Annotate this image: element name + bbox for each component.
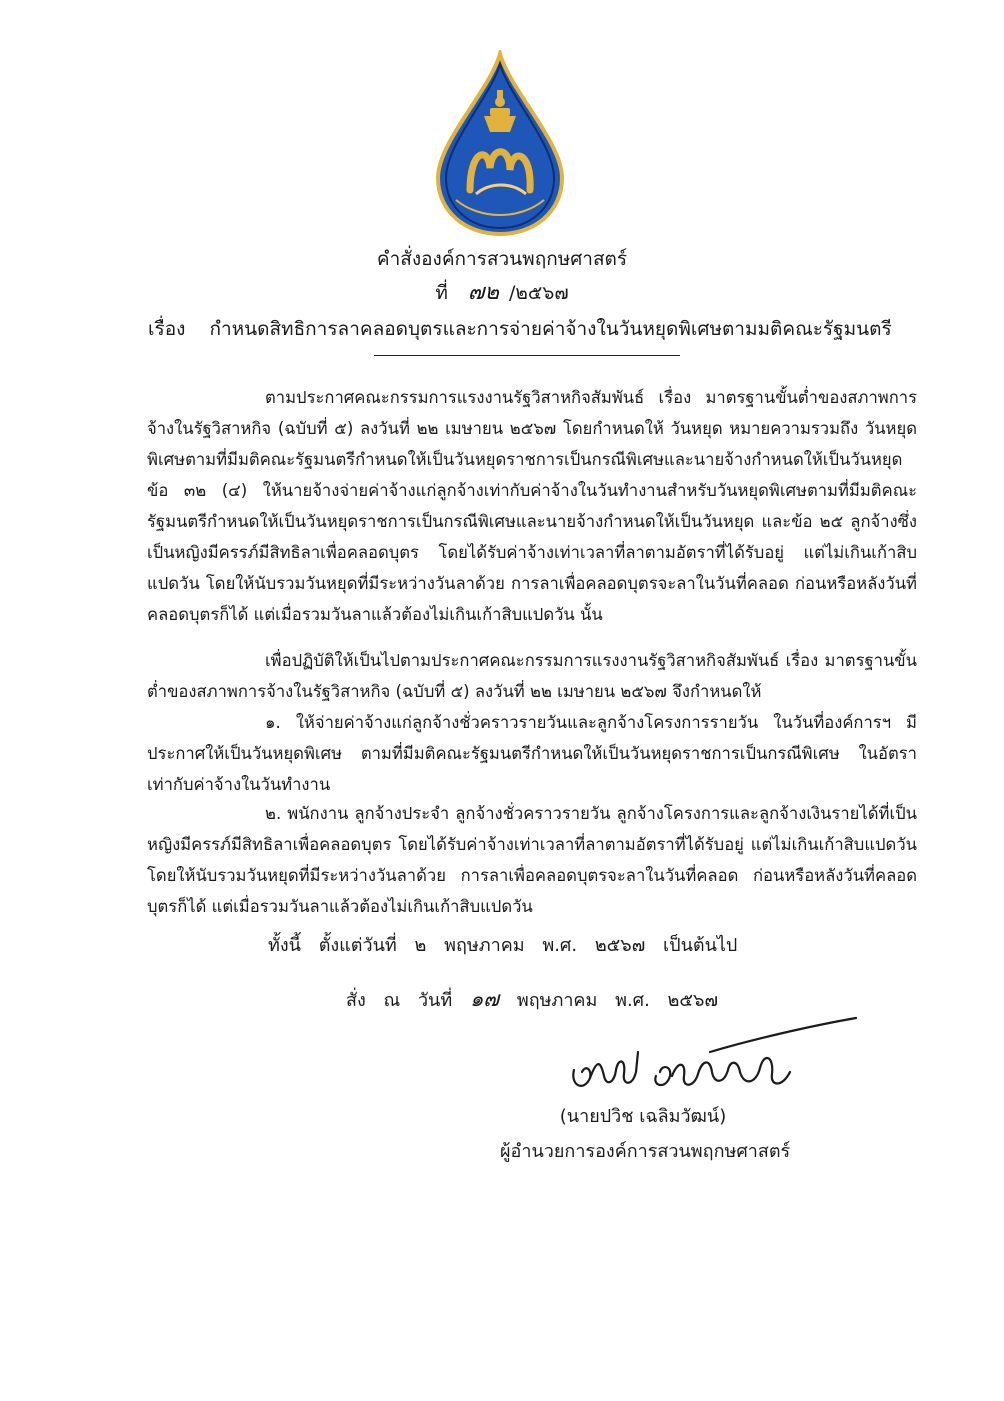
divider [374, 355, 680, 356]
effective-date-line [268, 930, 749, 959]
order-item-2: ๒. พนักงาน ลูกจ้างประจำ ลูกจ้างชั่วคราวรายวัน ลูกจ้างโครงการและลูกจ้างเงินรายได้ที่เป็นหญิงมีครรภ์มีสิทธิลาเพื่อคลอดบุตร โดยได้รับค่าจ้างเท่าเวลาที่ลาตามอัตราที่ได้รับอยู่ แต่ไม่เกินเก้าสิบแปดวัน โดยให้นับรวมวันหยุดที่มีระหว่างวันลาด้วย การลาเพื่อคลอดบุตรจะลาในวันที่คลอด ก่อนหรือหลังวันที่คลอดบุตรก็ได้ แต่เมื่อรวมวันลาแล้วต้องไม่เกินเก้าสิบแปดวัน [147, 804, 917, 916]
signed-at: ณ [383, 990, 401, 1011]
subject-text: กำหนดสิทธิการลาคลอดบุตรและการจ่ายค่าจ้างในวันหยุดพิเศษตามมติคณะรัฐมนตรี [209, 318, 892, 340]
signed-month: พฤษภาคม [516, 990, 598, 1011]
subject-label: เรื่อง [148, 318, 186, 340]
signed-day: ๑๗ [469, 987, 500, 1011]
subject-line [148, 314, 892, 344]
order-item-1: ๑. ให้จ่ายค่าจ้างแก่ลูกจ้างชั่วคราวรายวันและลูกจ้างโครงการรายวัน ในวันที่องค์การฯ มีประกาศให้เป็นวันหยุดพิเศษ ตามที่มีมติคณะรัฐมนตรีกำหนดให้เป็นวันหยุดราชการเป็นกรณีพิเศษ ในอัตราเท่ากับค่าจ้างในวันทำงาน [147, 713, 917, 794]
signed-prefix: สั่ง [346, 990, 366, 1011]
body-paragraph-1: ตามประกาศคณะกรรมการแรงงานรัฐวิสาหกิจสัมพันธ์ เรื่อง มาตรฐานขั้นต่ำของสภาพการจ้างในรัฐวิสาหกิจ (ฉบับที่ ๕) ลงวันที่ ๒๒ เมษายน ๒๕๖๗ โดยกำหนดให้ วันหยุด หมายความรวมถึง วันหยุดพิเศษตามที่มีมติคณะรัฐมนตรีกำหนดให้เป็นวันหยุดราชการเป็นกรณีพิเศษและนายจ้างกำหนดให้เป็นวันหยุด ข้อ ๓๒ (๔) ให้นายจ้างจ่ายค่าจ้างแก่ลูกจ้างเท่ากับค่าจ้างในวันทำงานสำหรับวันหยุดพิเศษตามที่มีมติคณะรัฐมนตรีกำหนดให้เป็นวันหยุดราชการเป็นกรณีพิเศษและนายจ้างกำหนดให้เป็นวันหยุด และข้อ ๒๕ ลูกจ้างซึ่งเป็นหญิงมีครรภ์มีสิทธิลาเพื่อคลอดบุตร โดยได้รับค่าจ้างเท่าเวลาที่ลาตามอัตราที่ได้รับอยู่ แต่ไม่เกินเก้าสิบแปดวัน โดยให้นับรวมวันหยุดที่มีระหว่างวันลาด้วย การลาเพื่อคลอดบุตรจะลาในวันที่คลอด ก่อนหรือหลังวันที่คลอดบุตรก็ได้ แต่เมื่อรวมวันลาแล้วต้องไม่เกินเก้าสิบแปดวัน นั้น [147, 388, 917, 624]
order-number [0, 281, 1004, 305]
order-number-value: ๗๒ [467, 280, 499, 305]
signed-year: ๒๕๖๗ [667, 990, 718, 1011]
effective-suffix: เป็นต้นไป [663, 935, 738, 956]
handwritten-signature [560, 1012, 860, 1102]
signed-era: พ.ศ. [615, 990, 650, 1011]
effective-era: พ.ศ. [542, 935, 578, 956]
signer-name: (นายปวิช เฉลิมวัฒน์) [559, 1106, 727, 1127]
order-number-year: /๒๕๖๗ [509, 282, 569, 304]
effective-prefix: ทั้งนี้ [268, 935, 301, 956]
effective-day: ๒ [414, 935, 427, 956]
signer-position: ผู้อำนวยการองค์การสวนพฤกษศาสตร์ [500, 1141, 791, 1162]
body-paragraph-2: เพื่อปฏิบัติให้เป็นไปตามประกาศคณะกรรมการแรงงานรัฐวิสาหกิจสัมพันธ์ เรื่อง มาตรฐานขั้นต่ำของสภาพการจ้างในรัฐวิสาหกิจ (ฉบับที่ ๕) ลงวันที่ ๒๒ เมษายน ๒๕๖๗ จึงกำหนดให้ [147, 651, 917, 701]
organization-logo [430, 50, 570, 238]
signed-day-label: วันที่ [417, 990, 453, 1011]
effective-from-label: ตั้งแต่วันที่ [318, 935, 397, 956]
order-title: คำสั่งองค์การสวนพฤกษศาสตร์ [376, 248, 628, 270]
effective-month: พฤษภาคม [444, 935, 525, 956]
effective-year: ๒๕๖๗ [594, 935, 646, 956]
order-number-label: ที่ [435, 282, 448, 304]
